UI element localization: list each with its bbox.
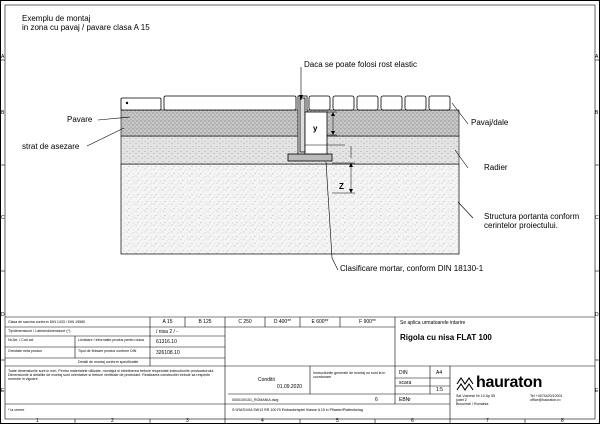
row-article-label: Nr.Art. / Cod art. bbox=[8, 338, 34, 342]
dimension-z: Z bbox=[339, 182, 344, 191]
row-weight-label: Greutate neta produs bbox=[8, 349, 42, 353]
scale-value: 1:5 bbox=[436, 387, 443, 393]
address-block bbox=[456, 394, 495, 407]
file-code: 0000100151_ROMANIA.dwg bbox=[232, 398, 279, 402]
edge-right-c: C bbox=[595, 215, 599, 221]
drawing-title-line-2: in zona cu pavaj / pavare clasa A 15 bbox=[22, 23, 150, 32]
label-pavers: Pavaj/dale bbox=[471, 118, 509, 127]
load-class-d400: D 400** bbox=[273, 319, 292, 325]
edge-right-e: E bbox=[595, 388, 599, 394]
drawing-title-line-1: Exemplu de montaj bbox=[22, 14, 91, 23]
edge-right-d: D bbox=[595, 312, 599, 318]
address-line-2: judet 2 bbox=[456, 398, 467, 403]
label-bedding: strat de asezare bbox=[22, 142, 80, 151]
address-line-3: Bucuresti / Romania bbox=[456, 402, 489, 407]
footnote: * la cerere bbox=[8, 408, 25, 412]
contact-email: office@hauraton.ro bbox=[530, 398, 561, 403]
contact-phone: Tel +4074420/10001 bbox=[530, 394, 563, 398]
label-structure-line-1: Structura portanta conform bbox=[484, 212, 580, 221]
instruction-text: Instructiunile generale de montaj nu sunt la in coordonare bbox=[313, 371, 386, 380]
edge-bottom-8: 8 bbox=[561, 418, 564, 424]
label-mortar: Clasificare mortar, conform DIN 18130-1 bbox=[340, 264, 484, 273]
address-line-1: Sat Voinesti Nr 10 Ap 55 bbox=[456, 394, 495, 398]
edge-bottom-7: 7 bbox=[486, 418, 489, 424]
load-class-e600: E 600** bbox=[311, 319, 329, 325]
general-notes: Toate dimensiunile sunt in mm. Pentru materialele utilizate, montajul si intretinerea trebuie respectate instructiunile producatorului. Dimensiunile si detaliile de montaj sunt orientative si trebuie verificate de proiectant. Realizarea constructiei trebuie sa respecte normele in vigoare. bbox=[8, 369, 215, 382]
edge-bottom-2: 2 bbox=[111, 418, 114, 424]
page-value: EBNr bbox=[399, 397, 411, 403]
contact-block bbox=[530, 394, 563, 402]
file-path: S:\\RAS\\VIA SW13 RR 100 Ri Einbaubeispiel Klasse A 15 in Pflaster/Plattenbelag bbox=[232, 408, 363, 412]
drawing-date: 01.09.2020 bbox=[277, 384, 303, 390]
load-class-b125: B 125 bbox=[198, 319, 212, 325]
edge-left-c: C bbox=[1, 215, 5, 221]
edge-right-b: B bbox=[595, 110, 599, 116]
din-label: DIN bbox=[399, 370, 408, 376]
edge-right-a: A bbox=[595, 54, 599, 60]
label-base: Radier bbox=[484, 163, 508, 172]
label-structure bbox=[484, 212, 579, 230]
edge-left-e: E bbox=[1, 388, 5, 394]
edge-left-a: A bbox=[1, 54, 5, 60]
edge-left-d: D bbox=[1, 312, 5, 318]
condition-label: Conditii bbox=[258, 377, 275, 383]
row-type-value: / nisa 2 / - bbox=[156, 329, 178, 335]
hauraton-logo-mark bbox=[457, 378, 473, 390]
page-label: 6 bbox=[375, 397, 378, 403]
edge-bottom-5: 5 bbox=[336, 418, 339, 424]
edge-left-b: B bbox=[1, 110, 5, 116]
scale-label: scara bbox=[399, 380, 412, 386]
edge-bottom-6: 6 bbox=[411, 418, 414, 424]
edge-bottom-4: 4 bbox=[261, 418, 264, 424]
din-value: A4 bbox=[436, 370, 443, 376]
row-article-value: 61316.10 bbox=[156, 339, 177, 345]
row-type-label: Tip/dimensiune / Latime/dimensiune (^) bbox=[8, 329, 71, 333]
load-class-c250: C 250 bbox=[238, 319, 252, 325]
label-joint-note: Daca se poate folosi rost elastic bbox=[304, 60, 417, 69]
edge-bottom-3: 3 bbox=[186, 418, 189, 424]
brand-logo-text: hauraton bbox=[476, 374, 543, 391]
load-class-row-label: Clasa de sarcina conform DIN 1433 / DIN 19580 bbox=[8, 320, 86, 324]
row-article-sub: Lichidare / informatie produs pentru clasa bbox=[78, 338, 144, 342]
label-structure-line-2: cerintelor proiectului. bbox=[484, 221, 558, 230]
load-class-f900: F 900** bbox=[359, 319, 376, 325]
product-name: Rigola cu nisa FLAT 100 bbox=[400, 333, 492, 342]
row-weight-value: 326108.10 bbox=[156, 350, 180, 356]
recommendation-label: Se aplica urmatoarele intarire bbox=[400, 320, 466, 326]
row-weight-sub: Tipul de finisare produs conform DIN bbox=[78, 349, 137, 353]
dimension-y: y bbox=[313, 124, 318, 133]
drawing-title bbox=[22, 14, 150, 32]
label-paving: Pavare bbox=[67, 115, 93, 124]
row-detail-sub: Detalii de montaj conform specificatiei bbox=[78, 360, 139, 364]
load-class-a15: A 15 bbox=[162, 319, 173, 325]
edge-bottom-1: 1 bbox=[36, 418, 39, 424]
